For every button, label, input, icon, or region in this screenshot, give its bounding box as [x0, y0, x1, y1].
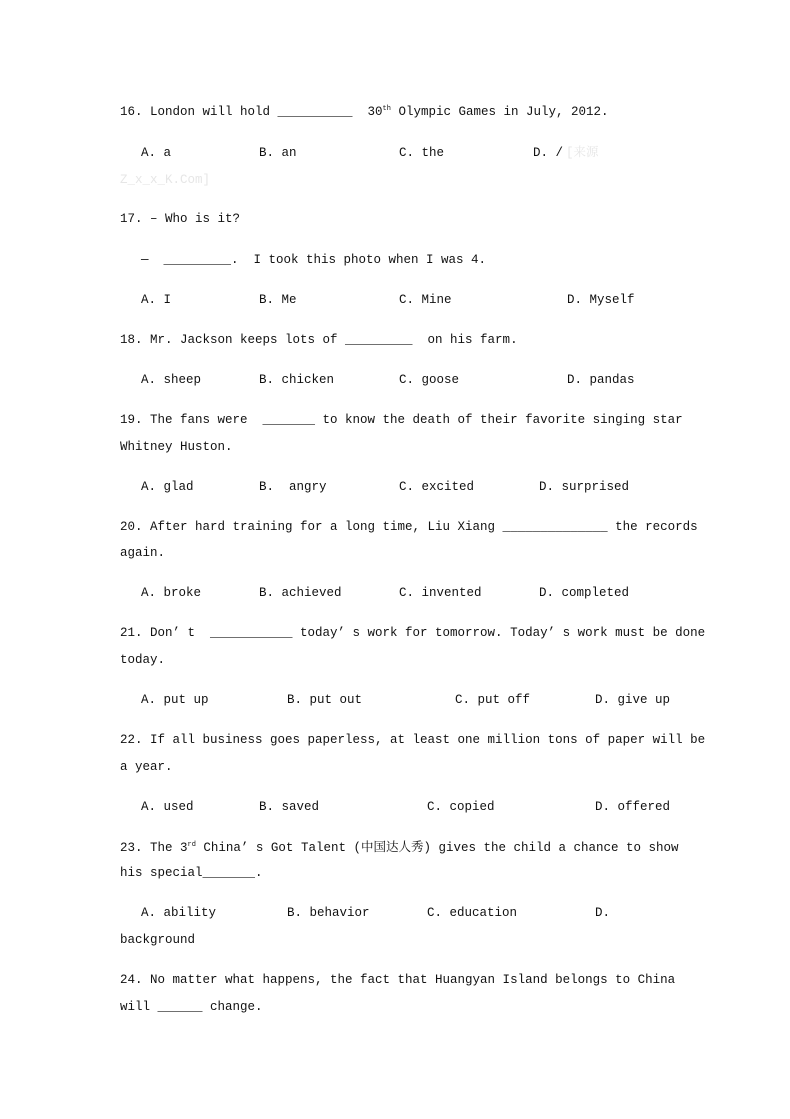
- option-d: D. Myself: [567, 293, 635, 307]
- option-d: D. pandas: [567, 373, 635, 387]
- option-a: A. used: [141, 800, 194, 814]
- option-b: B. achieved: [259, 586, 342, 600]
- option-c: C. invented: [399, 586, 482, 600]
- question-22-continued: a year.: [120, 760, 173, 774]
- question-24: 24. No matter what happens, the fact that Huangyan Island belongs to China: [120, 973, 676, 987]
- question-20: 20. After hard training for a long time, Liu Xiang ______________ the records: [120, 520, 698, 534]
- option-a: A. I: [141, 293, 172, 307]
- superscript-rd: rd: [187, 841, 196, 849]
- option-c: C. put off: [455, 693, 531, 707]
- question-17-options: [0, 292, 790, 308]
- option-a: A. put up: [141, 693, 209, 707]
- watermark-source: [来源: [566, 146, 599, 160]
- question-24-continued: will ______ change.: [120, 1000, 263, 1014]
- option-a: A. broke: [141, 586, 202, 600]
- question-21-options: [0, 692, 790, 708]
- chinese-show-title: 中国达人秀: [360, 839, 424, 854]
- question-21-continued: today.: [120, 653, 166, 667]
- option-a: A. a: [141, 146, 172, 160]
- option-b: B. behavior: [287, 906, 370, 920]
- option-c: C. Mine: [399, 293, 452, 307]
- option-c: C. excited: [399, 480, 475, 494]
- question-20-options: [0, 585, 790, 601]
- option-d: D. give up: [595, 693, 671, 707]
- option-d: D. offered: [595, 800, 671, 814]
- option-b: B. saved: [259, 800, 320, 814]
- option-a: A. ability: [141, 906, 217, 920]
- question-16-options: [0, 145, 790, 161]
- option-d: D. /: [533, 146, 564, 160]
- option-c: C. education: [427, 906, 518, 920]
- option-c: C. goose: [399, 373, 460, 387]
- question-17-answer-line: — _________. I took this photo when I was 4.: [141, 253, 487, 267]
- option-d: D.: [595, 906, 611, 920]
- option-d-text: background: [120, 933, 196, 947]
- question-23: 23. The 3rd China’ s Got Talent (中国达人秀) gives the child a chance to show: [120, 839, 679, 855]
- option-b: B. an: [259, 146, 297, 160]
- option-a: A. glad: [141, 480, 194, 494]
- question-19: 19. The fans were _______ to know the death of their favorite singing star: [120, 413, 683, 427]
- question-16: 16. London will hold __________ 30th Olympic Games in July, 2012.: [120, 105, 609, 119]
- watermark-text: Z_x_x_K.Com]: [120, 173, 211, 187]
- option-c: C. copied: [427, 800, 495, 814]
- option-b: B. put out: [287, 693, 363, 707]
- option-c: C. the: [399, 146, 445, 160]
- option-d: D. surprised: [539, 480, 630, 494]
- question-19-options: [0, 479, 790, 495]
- option-b: B. angry: [259, 480, 327, 494]
- option-b: B. Me: [259, 293, 297, 307]
- question-22-options: [0, 799, 790, 815]
- question-18-options: [0, 372, 790, 388]
- question-17: 17. – Who is it?: [120, 212, 241, 226]
- question-18: 18. Mr. Jackson keeps lots of _________ on his farm.: [120, 333, 518, 347]
- option-a: A. sheep: [141, 373, 202, 387]
- question-19-continued: Whitney Huston.: [120, 440, 233, 454]
- option-b: B. chicken: [259, 373, 335, 387]
- question-21: 21. Don’ t ___________ today’ s work for tomorrow. Today’ s work must be done: [120, 626, 706, 640]
- question-20-continued: again.: [120, 546, 166, 560]
- question-22: 22. If all business goes paperless, at least one million tons of paper will be: [120, 733, 706, 747]
- option-d: D. completed: [539, 586, 630, 600]
- question-23-options: [0, 905, 790, 921]
- superscript-th: th: [382, 105, 391, 113]
- question-23-continued: his special_______.: [120, 866, 263, 880]
